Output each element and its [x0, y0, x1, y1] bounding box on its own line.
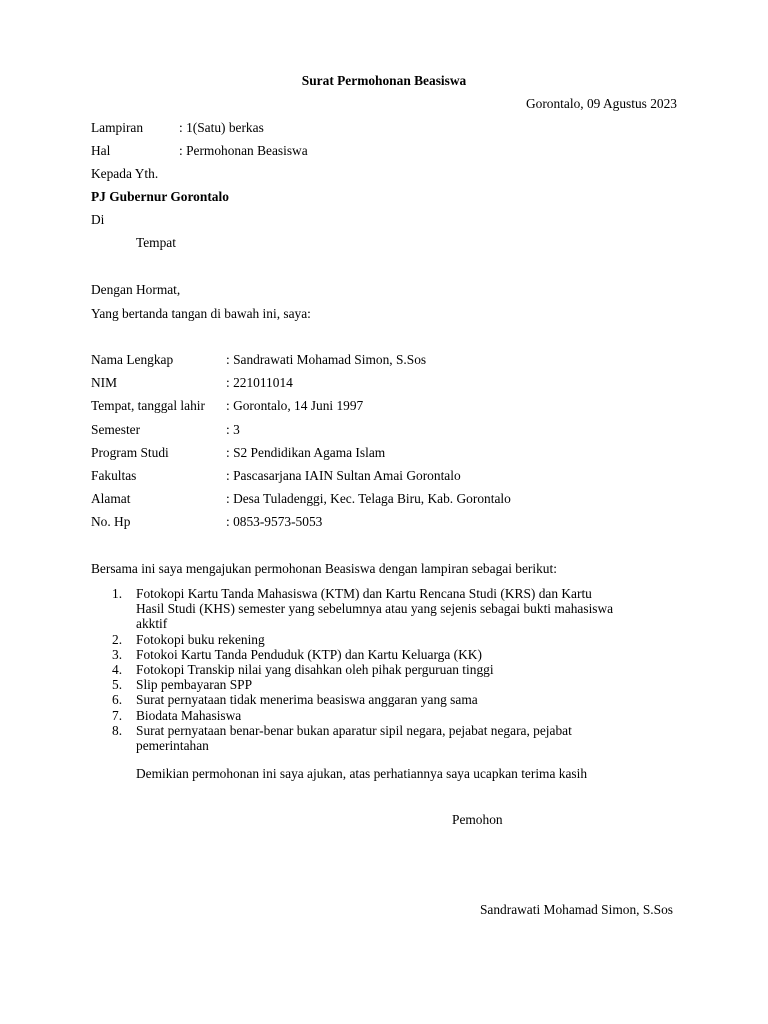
signer-name: Sandrawati Mohamad Simon, S.Sos [479, 902, 673, 917]
list-item-line: Slip pembayaran SPP [136, 677, 253, 693]
intro-line: Yang bertanda tangan di bawah ini, saya: [91, 306, 311, 321]
field-label-nim: NIM [91, 375, 118, 390]
list-item [112, 632, 687, 647]
field-value-semester: : 3 [226, 422, 240, 437]
letter-date: Gorontalo, 09 Agustus 2023 [525, 96, 677, 111]
signer-role: Pemohon [452, 812, 503, 827]
hal-label: Hal [91, 143, 111, 158]
tempat-line: Tempat [136, 235, 176, 250]
field-label-prodi: Program Studi [91, 445, 169, 460]
closing-line: Demikian permohonan ini saya ajukan, atas perhatiannya saya ucapkan terima kasih [136, 766, 588, 781]
list-item [112, 662, 687, 677]
list-item [112, 692, 687, 707]
kepada-line: Kepada Yth. [91, 166, 159, 181]
field-value-alamat: : Desa Tuladenggi, Kec. Telaga Biru, Kab. Gorontalo [226, 491, 511, 506]
list-item-line: Hasil Studi (KHS) semester yang sebelumnya atau yang sejenis sebagai bukti mahasiswa [136, 601, 614, 617]
field-value-prodi: : S2 Pendidikan Agama Islam [226, 445, 386, 460]
list-item-line: Surat pernyataan benar-benar bukan aparatur sipil negara, pejabat negara, pejabat [136, 722, 572, 738]
field-value-nama: : Sandrawati Mohamad Simon, S.Sos [226, 352, 427, 367]
field-label-alamat: Alamat [91, 491, 131, 506]
recipient-name: PJ Gubernur Gorontalo [91, 189, 229, 204]
list-item-number: 7. [112, 707, 123, 723]
lampiran-value: : 1(Satu) berkas [179, 120, 264, 135]
letter-title: Surat Permohonan Beasiswa [301, 73, 467, 88]
attachment-list [112, 586, 687, 753]
field-label-nohp: No. Hp [91, 514, 131, 529]
list-item-number: 3. [112, 646, 123, 662]
list-item-number: 2. [112, 631, 123, 647]
list-item-line: Fotokopi Kartu Tanda Mahasiswa (KTM) dan Kartu Rencana Studi (KRS) dan Kartu [136, 586, 592, 601]
salutation: Dengan Hormat, [91, 282, 181, 297]
field-value-nohp: : 0853-9573-5053 [226, 514, 323, 529]
field-label-nama: Nama Lengkap [91, 352, 174, 367]
field-value-ttl: : Gorontalo, 14 Juni 1997 [226, 398, 364, 413]
list-item-line: Fotokopi buku rekening [136, 631, 265, 647]
list-item-number: 6. [112, 692, 123, 708]
field-value-nim: : 221011014 [226, 375, 293, 390]
list-item [112, 677, 687, 692]
field-label-ttl: Tempat, tanggal lahir [91, 398, 205, 413]
list-item-number: 8. [112, 722, 123, 738]
list-item-line: akktif [136, 616, 168, 632]
list-item [112, 647, 687, 662]
field-label-fakultas: Fakultas [91, 468, 137, 483]
list-item [112, 708, 687, 723]
di-line: Di [91, 212, 105, 227]
list-item-line: Surat pernyataan tidak menerima beasiswa anggaran yang sama [136, 692, 478, 708]
list-item-number: 4. [112, 662, 123, 678]
list-item-number: 5. [112, 677, 123, 693]
list-item-line: Fotokoi Kartu Tanda Penduduk (KTP) dan Kartu Keluarga (KK) [136, 646, 482, 662]
field-value-fakultas: : Pascasarjana IAIN Sultan Amai Gorontalo [226, 468, 461, 483]
hal-value: : Permohonan Beasiswa [179, 143, 308, 158]
list-item [112, 586, 687, 632]
list-item-line: pemerintahan [136, 738, 209, 754]
list-item-line: Biodata Mahasiswa [136, 707, 242, 723]
field-label-semester: Semester [91, 422, 141, 437]
list-item-number: 1. [112, 586, 123, 601]
request-intro: Bersama ini saya mengajukan permohonan Beasiswa dengan lampiran sebagai berikut: [91, 561, 557, 576]
list-item [112, 723, 687, 753]
list-item-line: Fotokopi Transkip nilai yang disahkan oleh pihak perguruan tinggi [136, 662, 494, 678]
lampiran-label: Lampiran [91, 120, 144, 135]
